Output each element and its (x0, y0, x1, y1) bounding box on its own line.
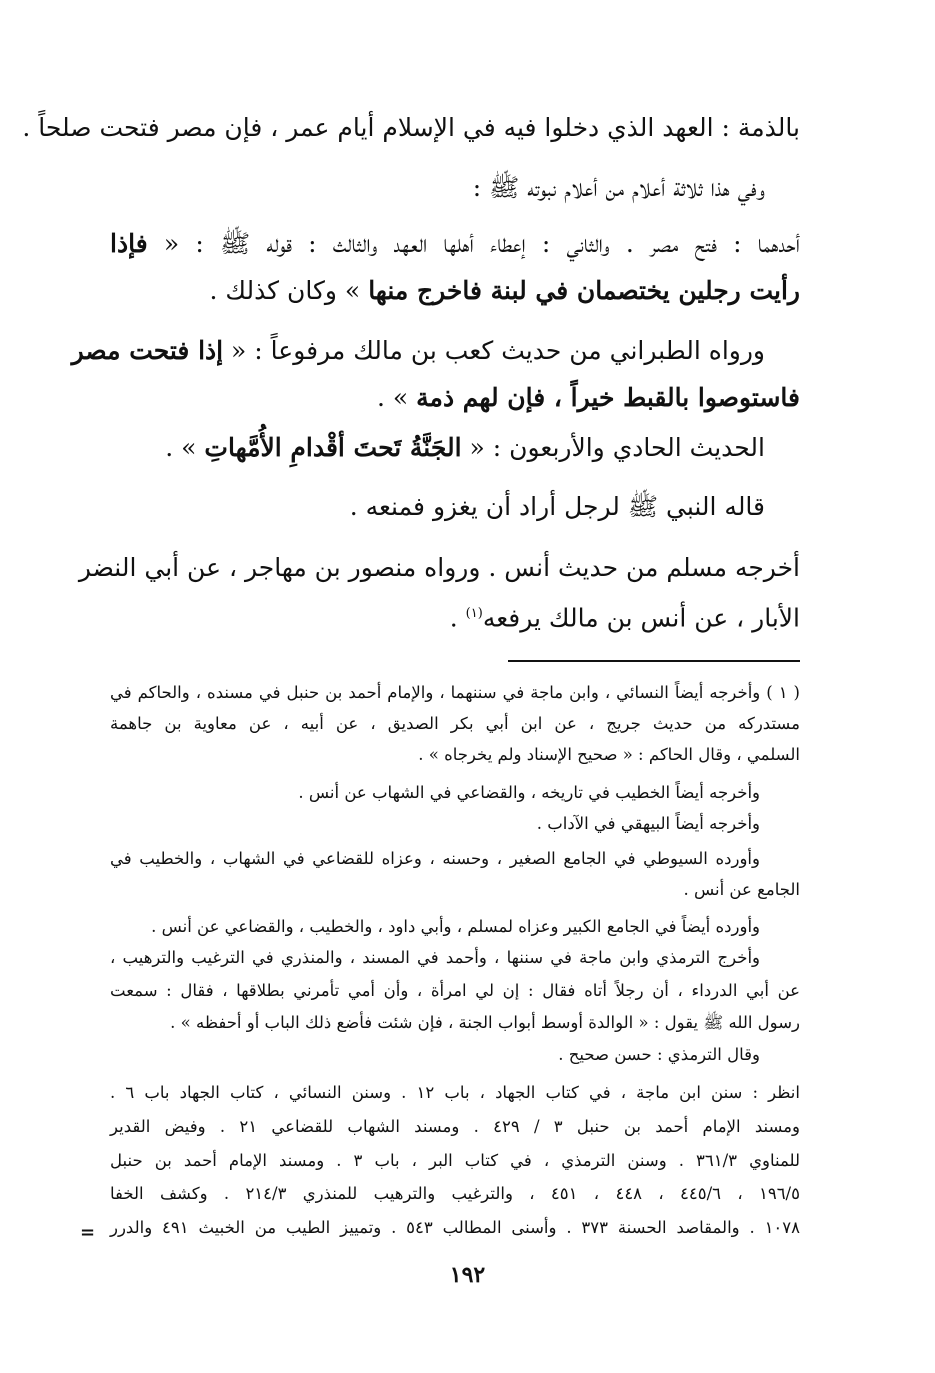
body-line-7 (75, 428, 765, 468)
text-run: » وكان كذلك . (209, 276, 369, 305)
footnote-line-8: وأورده أيضاً في الجامع الكبير وعزاه لمسلم ، وأبي داود ، والخطيب ، والقضاعي عن أنس . (151, 917, 760, 936)
footnote-line-14: ومسند الإمام أحمد بن حنبل ٣ / ٤٢٩ . ومسند الشهاب للقضاعي ٢١ . وفيض القدير (110, 1117, 800, 1136)
footnote-line-4: وأخرجه أيضاً الخطيب في تاريخه ، والقضاعي في الشهاب عن أنس . (298, 783, 760, 802)
footnote-line-5: وأخرجه أيضاً البيهقي في الآداب . (536, 814, 760, 833)
footnote-ref[interactable]: (١) (465, 606, 483, 621)
body-line-3 (110, 224, 800, 264)
footnote-line-2: مستدركه من حديث جريج ، عن ابن أبي بكر الصديق ، عن أبيه ، عن معاوية بن جاهمة (110, 714, 800, 733)
footnote-line-15: للمناوي ٣٦١/٣ . وسنن الترمذي ، في كتاب البر ، باب ٣ . ومسند الإمام أحمد بن حنبل (110, 1151, 801, 1170)
body-line-6 (110, 378, 800, 418)
body-line-1: بالذمة : العهد الذي دخلوا فيه في الإسلام أيام عمر ، فإن مصر فتحت صلحاً . (22, 113, 800, 142)
text-run: . (449, 603, 466, 633)
footnote-line-12: وقال الترمذي : حسن صحيح . (558, 1045, 760, 1064)
continuation-mark: = (80, 1222, 96, 1243)
footnote-line-3: السلمي ، وقال الحاكم : « صحيح الإسناد ولم يخرجاه » . (418, 745, 800, 764)
footnote-line-10: عن أبي الدرداء ، أن رجلاً أتاه فقال : إن لي امرأة ، وأن أمي تأمرني بطلاقها ، فقال : سمعت (110, 981, 800, 1000)
hadith-text: إذا فتحت مصر (71, 336, 224, 365)
hadith-title: الجَنَّةُ تَحتَ أقْدامِ الأُمَّهاتِ (204, 433, 462, 462)
footnote-line-16: ١٩٦/٥ ، ٤٤٥/٦ ، ٤٤٨ ، ٤٥١ ، والترغيب والترهيب للمنذري ٢١٤/٣ . وكشف الخفا (110, 1184, 800, 1203)
footnote-line-11: رسول الله ﷺ يقول : « الوالدة أوسط أبواب الجنة ، فإن شئت فأضع ذلك الباب أو أحفظه » . (170, 1013, 800, 1032)
body-line-8: قاله النبي ﷺ لرجل أراد أن يغزو فمنعه . (349, 492, 765, 521)
body-line-4 (110, 271, 800, 311)
body-line-9: أخرجه مسلم من حديث أنس . ورواه منصور بن مهاجر ، عن أبي النضر (78, 553, 800, 582)
footnote-line-1: ( ١ ) وأخرجه أيضاً النسائي ، وابن ماجة في سننهما ، والإمام أحمد بن حنبل في مسنده ، والحاكم في (110, 683, 800, 702)
text-run: » . (377, 383, 417, 412)
footnote-line-7: الجامع عن أنس . (683, 880, 800, 899)
body-line-10 (110, 594, 800, 638)
footnote-line-17: ١٠٧٨ . والمقاصد الحسنة ٣٧٣ . وأسنى المطالب ٥٤٣ . وتمييز الطيب من الخبيث ٤٩١ والدرر (110, 1218, 801, 1237)
text-run: الأبار ، عن أنس بن مالك يرفعه (482, 603, 800, 633)
footnote-separator (508, 660, 800, 662)
hadith-text: فاستوصوا بالقبط خيراً ، فإن لهم ذمة (416, 383, 800, 412)
text-run: الحديث الحادي والأربعون : « (461, 433, 765, 462)
footnote-line-6: وأورده السيوطي في الجامع الصغير ، وحسنه ، وعزاه للقضاعي في الشهاب ، والخطيب في (110, 849, 760, 868)
text-run: » . (165, 433, 205, 462)
text-run: أحدهما : فتح مصر . والثاني : إعطاء أهلها العهد والثالث : قوله ﷺ : « (147, 229, 800, 258)
footnote-line-13: انظر : سنن ابن ماجة ، في كتاب الجهاد ، باب ١٢ . وسنن النسائي ، كتاب الجهاد باب ٦ . (110, 1083, 800, 1102)
body-line-2: وفي هذا ثلاثة أعلام من أعلام نبوته ﷺ : (472, 173, 765, 202)
footnote-line-9: وأخرج الترمذي وابن ماجة في سننها ، وأحمد في المسند ، والمنذري في الترغيب والترهيب ، (110, 948, 760, 967)
hadith-text: فإذا (110, 229, 148, 258)
hadith-text: رأيت رجلين يختصمان في لبنة فاخرج منها (368, 276, 800, 305)
body-line-5 (71, 331, 765, 371)
text-run: ورواه الطبراني من حديث كعب بن مالك مرفوعاً : « (223, 336, 765, 365)
page-number: ١٩٢ (449, 1262, 486, 1288)
